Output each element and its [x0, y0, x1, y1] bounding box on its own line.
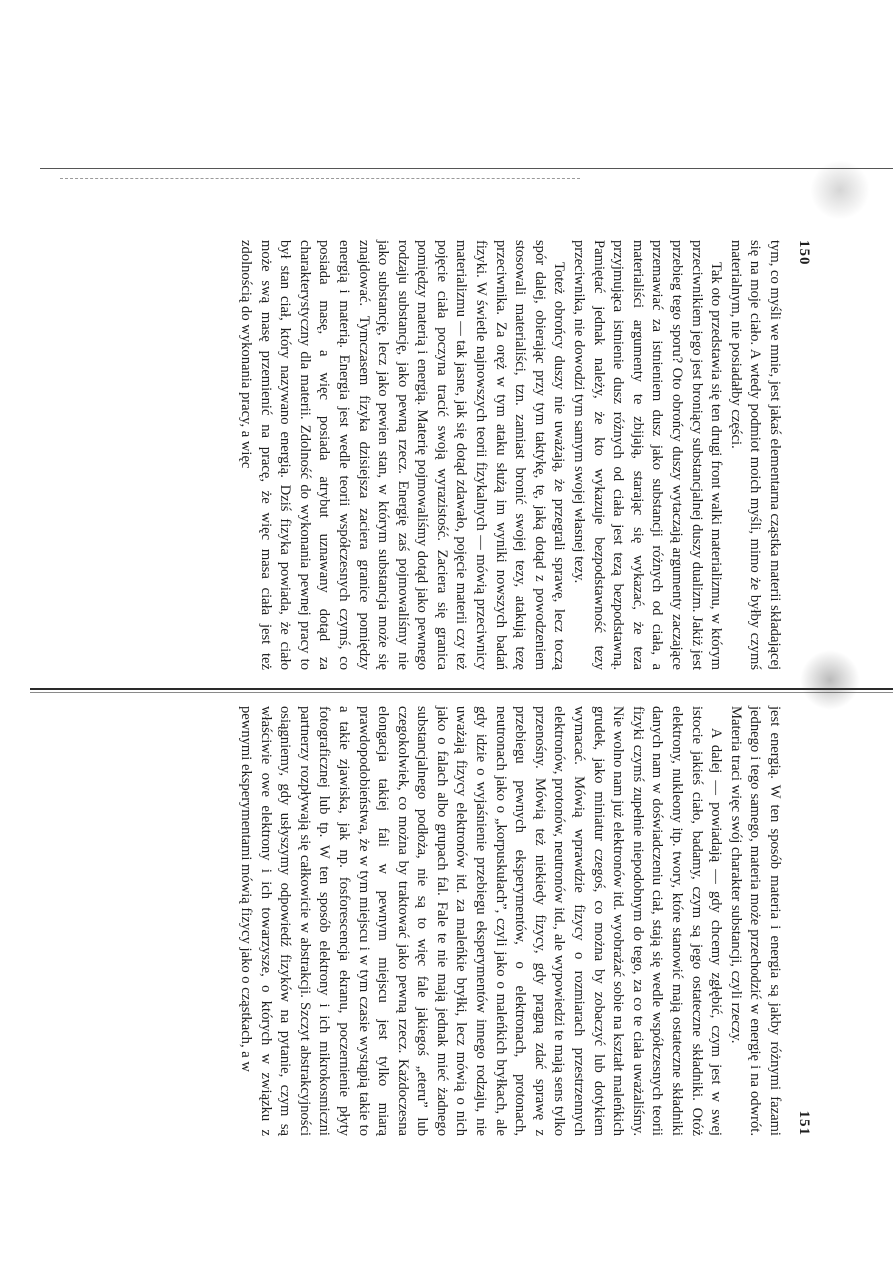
page-fold-line — [30, 688, 893, 690]
page-body — [235, 240, 784, 670]
scan-edge-line — [60, 178, 580, 179]
page-fold-line — [30, 692, 893, 693]
paragraph: A dalej — powiadają — gdy chcemy zgłębić, czym jest w swej istocie jakieś ciało, badamy, czym są jego ostateczne składniki. Otóż elektrony, nukleony itp. twory, które stanowić mają ostateczne składniki danych nam w doświadczeniu ciał, stają się wedle współczesnych teorii fizyki czymś zupełnie niepodobnym do tego, za co te ciała uważaliśmy. Nie wolno nam już elektronów itd. wyobrażać sobie na kształt maleńkich grudek, jako miniatur czegoś, co można by zobaczyć lub dotykiem wymacać. Mówią wprawdzie fizycy o rozmiarach przestrzennych elektronów, protonów, neutronów itd., ale wypowiedzi te mają sens tylko przenośny. Mówią też niekiedy fizycy, gdy pragną zdać sprawę z przebiegu pewnych eksperymentów, o elektronach, protonach, neutronach jako o „korpuskułach”, czyli jako o maleńkich bryłkach, ale gdy idzie o wyjaśnienie przebiegu eksperymentów innego rodzaju, nie uważają fizycy elektronów itd. za maleńkie bryłki, lecz mówią o nich jako o falach albo grupach fal. Fale te nie mają jednak mieć żadnego substancjalnego podłoża, nie są to więc fale jakiegoś „eteru” lub czegokolwiek, co można by traktować jako pewną rzecz. Każdoczesna elongacja takiej fali w pewnym miejscu jest tylko miarą prawdopodobieństwa, że w tym miejscu i w tym czasie wystąpią takie to a takie zjawiska, jak np. fosforescencja ekranu, poczernienie płyty fotograficznej lub tp. W ten sposób elektrony i ich mikrokosmiczni partnerzy rozpływają się całkowicie w abstrakcji. Szczyt abstrakcyjności osiągniemy, gdy usłyszymy odpowiedź fizyków na pytanie, czym są właściwie owe elektrony i ich towarzysze, o których w związku z pewnymi eksperymentami mówią fizycy jako o cząstkach, a w — [237, 706, 725, 1136]
paragraph: Toteż obrońcy duszy nie uważają, że przegrali sprawę, lecz toczą spór dalej, obierając przy tym taktykę, tę, jaką dotąd z powodzeniem stosowali materialiści, tzn. zamiast bronić swojej tezy, atakują tezę przeciwnika. Za oręż w tym ataku służą im wyniki nowszych badań fizyki. W świetle najnowszych teorii fizykalnych — mówią przeciwnicy materializmu — tak jasne, jak się dotąd zdawało, pojęcie materii czy też pojęcie ciała poczyna tracić swoją wyrazistość. Zaciera się granica pomiędzy materią i energią. Materię pojmowaliśmy dotąd jako pewnego rodzaju substancję, jako pewną rzecz. Energię zaś pojmowaliśmy nie jako substancję, lecz jako pewien stan, w którym substancja może się znajdować. Tymczasem fizyka dzisiejsza zaciera granice pomiędzy energią i materią. Energia jest wedle teorii współczesnych czymś, co posiada masę, a więc posiada atrybut uznawany dotąd za charakterystyczny dla materii. Zdolność do wykonania pewnej pracy to był stan ciał, który nazywano energią. Dziś fizyka powiada, że ciało może swą masę przemienić na pracę, że więc masa ciała jest też zdolnością do wykonania pracy, a więc — [237, 240, 568, 670]
scan-edge-line — [40, 168, 893, 169]
scan-shadow — [800, 650, 860, 710]
page-number: 151 — [796, 1110, 812, 1136]
scan-shadow — [810, 160, 870, 220]
page-body — [235, 706, 784, 1136]
paragraph: jest energią. W ten sposób materia i energia są jakby różnymi fazami jednego i tego samego, materia może przechodzić w energię i na odwrót. Materia traci więc swój charakter substancji, czyli rzeczy. — [727, 706, 783, 1136]
paragraph: tym, co myśli we mnie, jest jakaś elementarna cząstka materii składającej się na moje ciało. A wtedy podmiot moich myśli, mimo że byłby czymś materialnym, nie posiadałby części. — [727, 240, 783, 670]
page-number: 150 — [796, 240, 812, 266]
paragraph: Tak oto przedstawia się ten drugi front walki materializmu, w którym przeciwnikiem jego jest broniący substancjalnej duszy dualizm. Jakiż jest przebieg tego sporu? Oto obrońcy duszy wytaczają argumenty zaczające przemawiać za istnieniem dusz jako substancji różnych od ciała, a materialiści argumenty te zbijają, starając się wykazać, że teza przyjmująca istnienie dusz różnych od ciała jest tezą bezpodstawną. Pamiętać jednak należy, że kto wykazuje bezpodstawność tezy przeciwnika, nie dowodzi tym samym swojej własnej tezy. — [571, 240, 725, 670]
